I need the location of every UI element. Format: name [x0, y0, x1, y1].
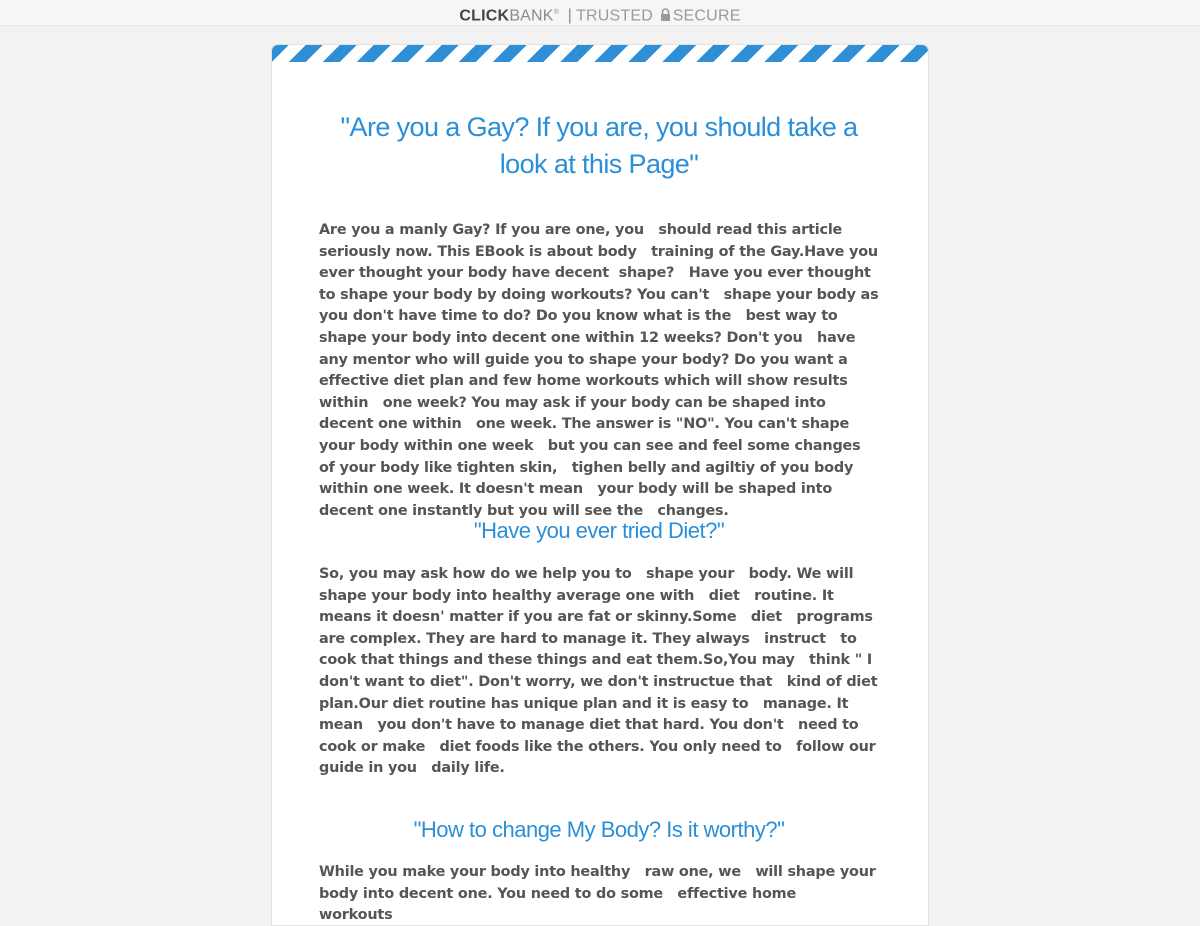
body-change-paragraph: While you make your body into healthy raw one, we will shape your body into decent one. You need to do some effective home workouts — [319, 864, 881, 924]
striped-top-border — [272, 45, 928, 62]
intro-paragraph: Are you a manly Gay? If you are one, you should read this article seriously now. This EBook is about body training of the Gay.Have you ever thought your body have decent shape? Have you ever thought to shape your body by doing workouts? You can't shape your body as you don't have time to do? Do you know what is the best way to shape your body into decent one within 12 weeks? Don't you have any mentor who will guide you to shape your body? Do you want a effective diet plan and few home workouts which will show results within one week? You may ask if your body can be shaped into decent one within one week. The answer is "NO". You can't shape your body within one week but you can see and feel some changes of your body like tighten skin, tighen belly and agiltiy of you body within one week. It doesn't mean your body will be shaped into decent one instantly but you will see the changes. — [319, 222, 884, 519]
registered-mark: ® — [553, 9, 560, 16]
page-headline: "Are you a Gay? If you are, you should take a look at this Page" — [340, 112, 858, 179]
lock-icon — [660, 4, 671, 29]
trusted-label: TRUSTED — [576, 7, 654, 25]
diet-paragraph: So, you may ask how do we help you to shape your body. We will shape your body into healthy average one with diet routine. It means it doesn' matter if you are fat or skinny.Some diet programs are complex. They are hard to manage it. They always instruct to cook that things and these things and eat them.So,You may think " I don't want to diet". Don't worry, we don't instructue that kind of diet plan.Our diet routine has unique plan and it is easy to manage. It mean you don't have to manage diet that hard. You don't need to cook or make diet foods like the others. You only need to follow our guide in you daily life. — [319, 566, 892, 777]
diet-subheading: "Have you ever tried Diet?" — [473, 518, 725, 543]
trust-bar-separator: | — [567, 7, 573, 25]
clickbank-trust-bar — [0, 0, 1200, 26]
clickbank-logo-bank: BANK — [509, 7, 554, 25]
secure-label: SECURE — [672, 7, 741, 25]
sales-page-card — [271, 44, 929, 926]
clickbank-logo-click: CLICK — [459, 7, 510, 25]
body-change-subheading: "How to change My Body? Is it worthy?" — [413, 817, 785, 842]
